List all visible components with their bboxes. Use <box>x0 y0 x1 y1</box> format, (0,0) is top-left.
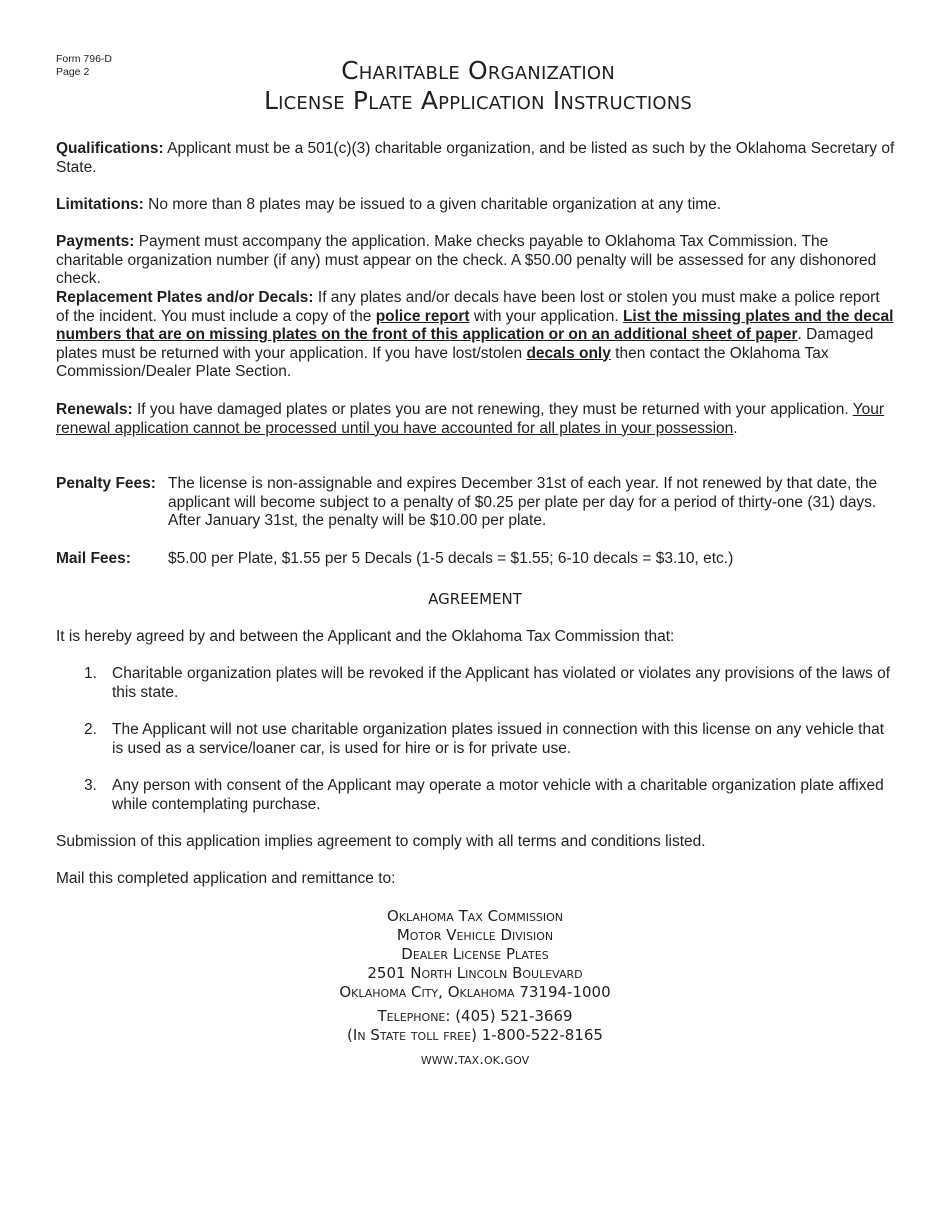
toll-free-number: (In State toll free) 1-800-522-8165 <box>347 1026 603 1044</box>
renewals-label: Renewals: <box>56 401 133 418</box>
agreement-item-text: Charitable organization plates will be revoked if the Applicant has violated or violates any provisions of the laws of this state. <box>112 665 891 701</box>
agreement-item-text: Any person with consent of the Applicant may operate a motor vehicle with a charitable organization plate affixed while contemplating purchase. <box>112 777 884 813</box>
replacement-paragraph <box>56 289 896 382</box>
submission-statement: Submission of this application implies agreement to comply with all terms and conditions listed. <box>56 833 706 850</box>
decals-only-emphasis: decals only <box>526 344 611 362</box>
replacement-text-4: then contact the Oklahoma Tax Commission/Dealer Plate Section. <box>56 344 829 380</box>
address-line-2: Motor Vehicle Division <box>396 926 554 944</box>
page-number: Page 2 <box>56 66 90 78</box>
address-line-5: Oklahoma City, Oklahoma 73194-1000 <box>339 983 611 1001</box>
missing-plates-instruction: List the missing plates and the decal numbers that are on missing plates on the front of this application or on an additional sheet of paper <box>56 307 894 343</box>
limitations-paragraph <box>56 196 896 215</box>
renewals-paragraph <box>56 401 896 438</box>
replacement-text-1: If any plates and/or decals have been lost or stolen you must make a police report of the incident. You must include a copy of the <box>56 289 880 325</box>
agreement-item-number: 2. <box>84 721 97 738</box>
mailing-address <box>0 907 950 1069</box>
renewals-underlined-text: Your renewal application cannot be processed until you have accounted for all plates in your possession <box>56 401 885 437</box>
qualifications-paragraph <box>56 140 896 177</box>
agreement-item-text: The Applicant will not use charitable organization plates issued in connection with this license on any vehicle that is used as a service/loaner car, is used for hire or is for private use. <box>112 721 885 757</box>
payments-label: Payments: <box>56 233 135 250</box>
address-line-3: Dealer License Plates <box>401 945 549 963</box>
limitations-text: No more than 8 plates may be issued to a given charitable organization at any time. <box>143 196 722 213</box>
form-number: Form 796-D <box>56 53 113 65</box>
address-line-4: 2501 North Lincoln Boulevard <box>367 964 583 982</box>
renewals-end: . <box>733 419 738 437</box>
address-line-1: Oklahoma Tax Commission <box>386 907 564 925</box>
replacement-text-3: . Damaged plates must be returned with your application. If you have lost/stolen <box>56 326 874 362</box>
police-report-emphasis: police report <box>375 307 470 325</box>
limitations-label: Limitations: <box>56 196 144 213</box>
agreement-item-number: 1. <box>84 665 97 682</box>
qualifications-text: Applicant must be a 501(c)(3) charitable organization, and be listed as such by the Oklahoma Secretary of State. <box>56 140 895 176</box>
payments-paragraph <box>56 233 896 289</box>
mail-fees-label: Mail Fees: <box>56 550 131 567</box>
replacement-label: Replacement Plates and/or Decals: <box>56 289 314 306</box>
telephone-number: Telephone: (405) 521-3669 <box>377 1007 573 1025</box>
renewals-text: If you have damaged plates or plates you are not renewing, they must be returned with your application. <box>132 401 853 418</box>
title-line-1: Charitable Organization <box>341 56 615 85</box>
payments-text: Payment must accompany the application. Make checks payable to Oklahoma Tax Commission. The charitable organization number (if any) must appear on the check. A $50.00 penalty will be assessed for any dishonored check. <box>56 233 877 287</box>
mail-instruction: Mail this completed application and remittance to: <box>56 870 396 887</box>
title-line-2: License Plate Application Instructions <box>263 86 693 115</box>
agreement-item-number: 3. <box>84 777 97 794</box>
qualifications-label: Qualifications: <box>56 140 164 157</box>
agreement-intro: It is hereby agreed by and between the Applicant and the Oklahoma Tax Commission that: <box>56 628 675 645</box>
mail-fees-text: $5.00 per Plate, $1.55 per 5 Decals (1-5 decals = $1.55; 6-10 decals = $3.10, etc.) <box>168 550 734 567</box>
agreement-heading: AGREEMENT <box>428 590 522 608</box>
website: www.tax.ok.gov <box>420 1050 530 1068</box>
penalty-fees-text: The license is non-assignable and expires December 31st of each year. If not renewed by that date, the applicant will become subject to a penalty of $0.25 per plate per day for a period of thirty-one (31) days. After January 31st, the penalty will be $10.00 per plate. <box>168 475 878 529</box>
page-title <box>0 56 950 116</box>
penalty-fees-label: Penalty Fees: <box>56 475 156 492</box>
replacement-text-2: with your application. <box>469 307 623 325</box>
